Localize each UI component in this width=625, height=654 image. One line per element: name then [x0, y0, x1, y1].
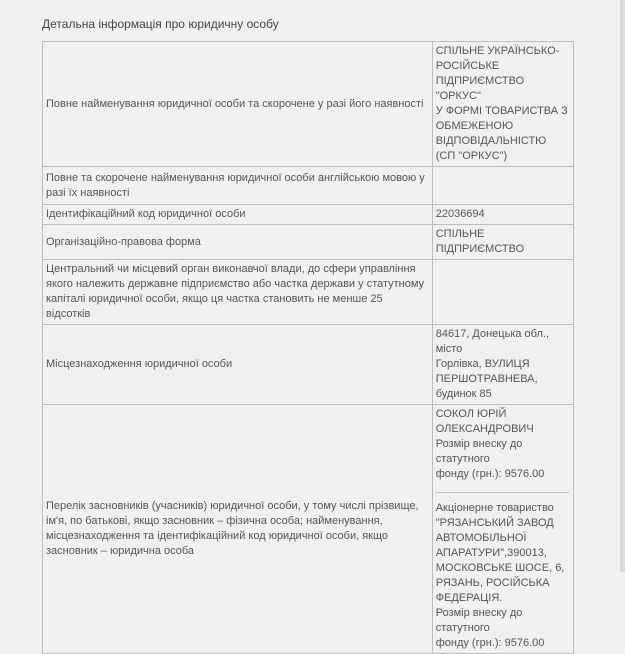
value-line: Горлівка, ВУЛИЦЯ: [435, 358, 530, 370]
value-line: ОБМЕЖЕНОЮ: [435, 120, 514, 132]
value-legal-form: СПІЛЬНЕ ПІДПРИЄМСТВО: [432, 225, 573, 260]
entity-info-table: [42, 41, 574, 654]
founder-entry: [436, 407, 569, 482]
value-founders: [432, 405, 573, 654]
founder-entry: [436, 501, 569, 651]
founder-line: "РЯЗАНСЬКИЙ ЗАВОД: [435, 517, 554, 529]
label-full-name: Повне найменування юридичної особи та скорочене у разі його наявності: [43, 42, 433, 167]
table-row-location: [43, 325, 574, 405]
value-full-name: [432, 42, 573, 167]
table-row-authority: [43, 260, 574, 325]
founder-line: АВТОМОБІЛЬНОЇ: [435, 532, 527, 544]
founder-line: РЯЗАНЬ, РОСІЙСЬКА: [435, 577, 550, 589]
table-row-full-name: [43, 42, 574, 167]
founder-line: ФЕДЕРАЦІЯ.: [435, 592, 503, 604]
founder-line: Акціонерне товариство: [435, 502, 554, 514]
label-location: Місцезнаходження юридичної особи: [43, 325, 433, 405]
founder-line: фонду (грн.): 9576.00: [435, 637, 545, 649]
label-authority: Центральний чи місцевий орган виконавчої влади, до сфери управління якого належить державне підприємство або частка держави у статутному капіталі юридичної особи, якщо ця частка становить не менше 25 відсотків: [43, 260, 433, 325]
label-legal-form: Організаційно-правова форма: [43, 225, 433, 260]
founder-line: СОКОЛ ЮРІЙ: [435, 408, 507, 420]
founder-line: Розмір внеску до статутного: [435, 607, 523, 634]
table-row-founders: [43, 405, 574, 654]
value-line: 84617, Донецька обл., місто: [435, 328, 550, 355]
founder-line: МОСКОВСЬКЕ ШОСЕ, 6,: [435, 562, 565, 574]
value-line: У ФОРМІ ТОВАРИСТВА З: [435, 105, 568, 117]
table-row-id-code: [43, 205, 574, 225]
value-line: ПЕРШОТРАВНЕВА,: [435, 373, 538, 385]
value-id-code: 22036694: [432, 205, 573, 225]
founder-divider: [436, 492, 569, 493]
label-founders: Перелік засновників (учасників) юридичної особи, у тому числі прізвище, ім'я, по батькові, якщо засновник – фізична особа; найменування, місцезнаходження та ідентифікаційний код юридичної особи, якщо засновник – юридична особа: [43, 405, 433, 654]
value-line: будинок 85: [435, 388, 492, 400]
founder-line: фонду (грн.): 9576.00: [435, 468, 545, 480]
value-line: СПІЛЬНЕ УКРАЇНСЬКО-: [435, 45, 560, 57]
value-line: РОСІЙСЬКЕ: [435, 60, 500, 72]
page-title: Детальна інформація про юридичну особу: [42, 17, 279, 31]
label-id-code: Ідентифікаційний код юридичної особи: [43, 205, 433, 225]
table-row-legal-form: [43, 225, 574, 260]
founder-line: ОЛЕКСАНДРОВИЧ: [435, 423, 534, 435]
label-english-name: Повне та скорочене найменування юридичної особи англійською мовою у разі їх наявності: [43, 167, 433, 205]
value-line: ВІДПОВІДАЛЬНІСТЮ: [435, 135, 547, 147]
table-row-english-name: [43, 167, 574, 205]
value-location: [432, 325, 573, 405]
value-authority: [432, 260, 573, 325]
founder-line: Розмір внеску до статутного: [435, 438, 523, 465]
founder-line: АПАРАТУРИ",390013,: [435, 547, 547, 559]
scrollbar-edge[interactable]: [621, 0, 625, 572]
value-line: ПІДПРИЄМСТВО "ОРКУС": [435, 75, 525, 102]
value-line: (СП "ОРКУС"): [435, 150, 508, 162]
value-english-name: [432, 167, 573, 205]
